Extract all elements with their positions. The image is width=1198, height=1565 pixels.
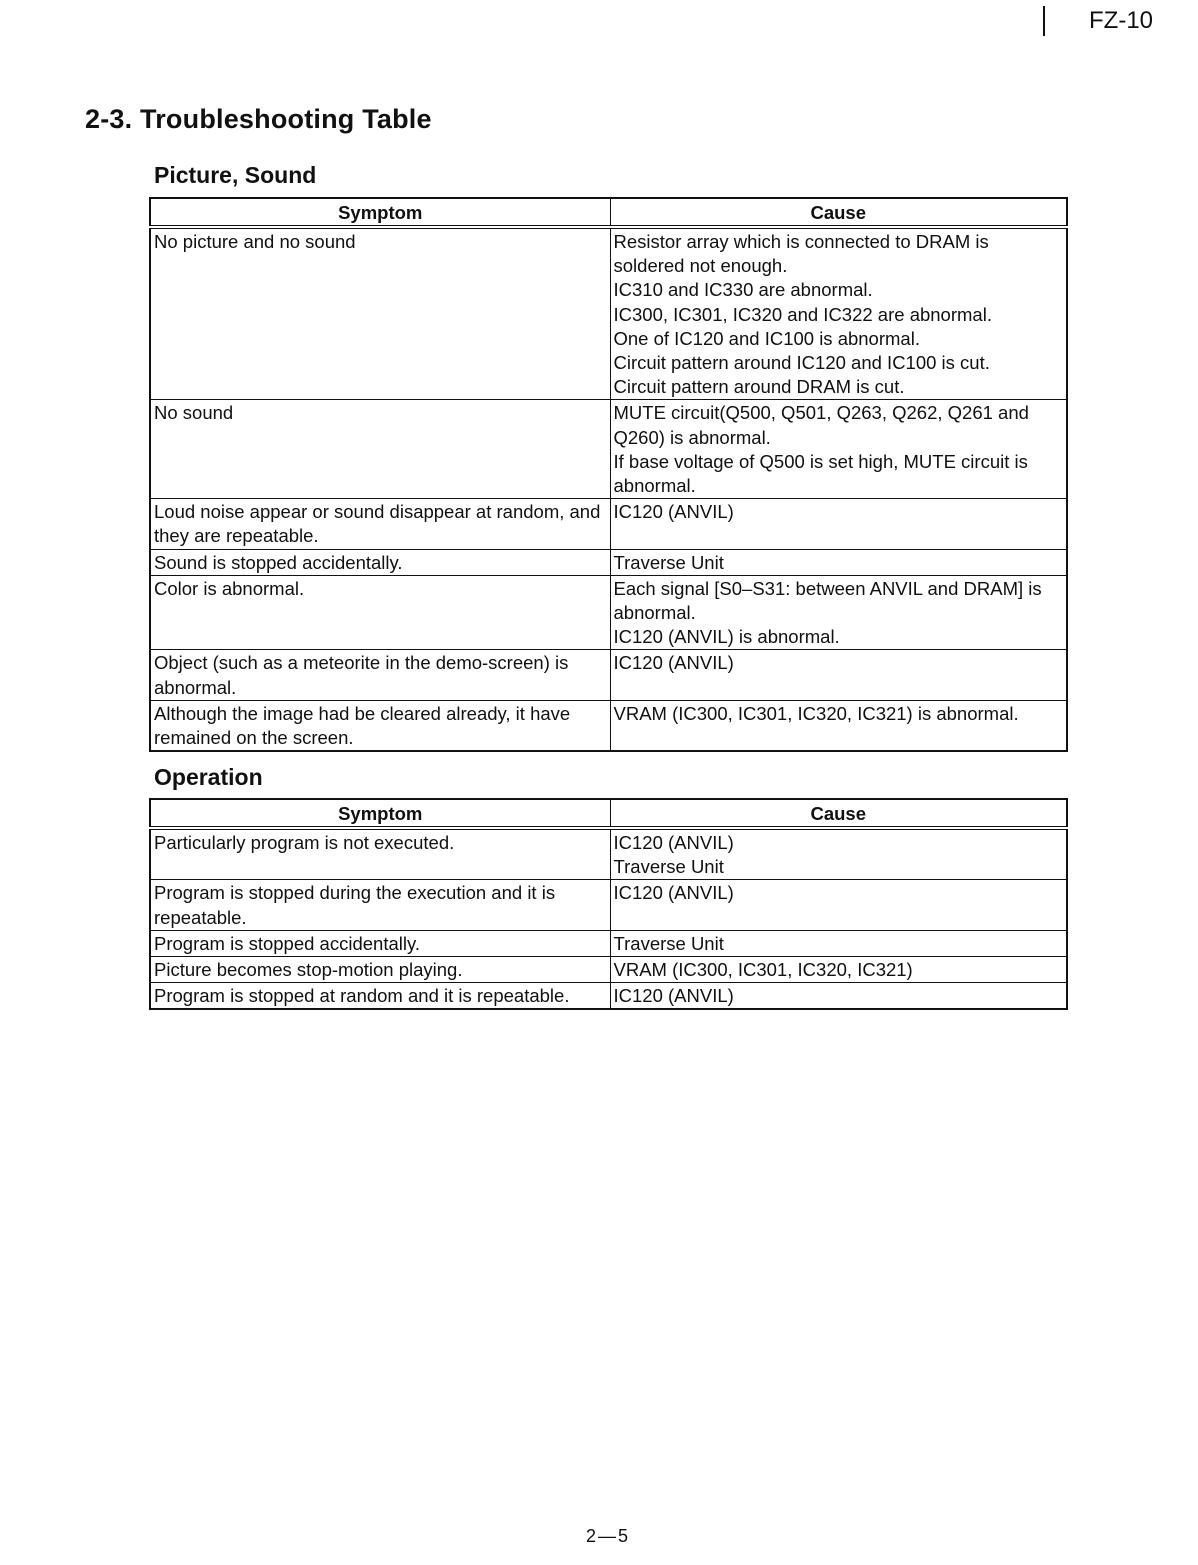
cause-header: Cause: [610, 198, 1067, 227]
cause-line: IC120 (ANVIL) is abnormal.: [613, 626, 840, 648]
cause-cell: [610, 227, 1067, 400]
symptom-cell: Although the image had be cleared already, it have remained on the screen.: [150, 700, 610, 751]
cause-line: Each signal [S0–S31: between ANVIL and DRAM] is abnormal.: [613, 577, 1042, 624]
cause-line: Resistor array which is connected to DRAM is soldered not enough.: [613, 231, 989, 277]
symptom-cell: No sound: [150, 400, 610, 499]
cause-cell: [610, 499, 1067, 549]
table-header-row: [150, 198, 1067, 227]
cause-cell: [610, 930, 1067, 956]
cause-cell: [610, 575, 1067, 650]
cause-cell: [610, 828, 1067, 880]
cause-line: IC300, IC301, IC320 and IC322 are abnormal.: [613, 303, 992, 325]
table-row: [150, 700, 1067, 751]
cause-line: Traverse Unit: [613, 932, 724, 954]
symptom-header: Symptom: [150, 198, 610, 227]
table-row: [150, 957, 1067, 983]
cause-line: IC310 and IC330 are abnormal.: [613, 279, 873, 301]
operation-title: Operation: [154, 764, 263, 790]
operation-rows: [150, 828, 1067, 1009]
table-row: [150, 499, 1067, 549]
cause-cell: [610, 880, 1067, 930]
table-row: [150, 400, 1067, 499]
picture-sound-rows: [150, 227, 1067, 751]
cause-line: IC120 (ANVIL): [613, 652, 734, 674]
section-title: 2-3. Troubleshooting Table: [85, 104, 432, 134]
model-label: FZ-10: [1089, 7, 1154, 34]
symptom-cell: Color is abnormal.: [150, 575, 610, 650]
cause-line: VRAM (IC300, IC301, IC320, IC321): [613, 959, 913, 981]
cause-line: IC120 (ANVIL): [613, 985, 734, 1007]
cause-line: If base voltage of Q500 is set high, MUTE circuit is abnormal.: [613, 450, 1028, 497]
table-row: [150, 575, 1067, 650]
page-header: [1043, 6, 1173, 36]
table-row: [150, 828, 1067, 880]
symptom-cell: Program is stopped at random and it is repeatable.: [150, 983, 610, 1010]
cause-line: IC120 (ANVIL): [613, 882, 734, 904]
symptom-cell: Program is stopped accidentally.: [150, 930, 610, 956]
table-header-row: [150, 799, 1067, 828]
cause-line: Circuit pattern around IC120 and IC100 is cut.: [613, 352, 990, 374]
table-row: [150, 983, 1067, 1010]
operation-table: [149, 798, 1068, 1010]
cause-line: IC120 (ANVIL): [613, 832, 734, 853]
table-row: [150, 227, 1067, 400]
symptom-cell: Sound is stopped accidentally.: [150, 549, 610, 575]
cause-cell: [610, 983, 1067, 1010]
cause-header: Cause: [610, 799, 1067, 828]
table-row: [150, 549, 1067, 575]
cause-cell: [610, 957, 1067, 983]
cause-cell: [610, 650, 1067, 700]
picture-sound-title: Picture, Sound: [154, 162, 317, 188]
symptom-cell: No picture and no sound: [150, 227, 610, 400]
cause-line: VRAM (IC300, IC301, IC320, IC321) is abnormal.: [613, 702, 1019, 724]
cause-cell: [610, 700, 1067, 751]
table-row: [150, 880, 1067, 930]
header-divider: [1043, 6, 1045, 36]
cause-line: IC120 (ANVIL): [613, 501, 734, 523]
cause-line: Traverse Unit: [613, 551, 724, 573]
symptom-header: Symptom: [150, 799, 610, 828]
symptom-cell: Object (such as a meteorite in the demo-screen) is abnormal.: [150, 650, 610, 700]
cause-line: Circuit pattern around DRAM is cut.: [613, 376, 905, 398]
symptom-cell: Loud noise appear or sound disappear at random, and they are repeatable.: [150, 499, 610, 549]
picture-sound-table: [149, 197, 1068, 752]
symptom-cell: Picture becomes stop-motion playing.: [150, 957, 610, 983]
symptom-cell: Particularly program is not executed.: [150, 828, 610, 880]
cause-cell: [610, 549, 1067, 575]
table-row: [150, 650, 1067, 700]
table-row: [150, 930, 1067, 956]
cause-line: MUTE circuit(Q500, Q501, Q263, Q262, Q261 and Q260) is abnormal.: [613, 402, 1029, 448]
cause-line: One of IC120 and IC100 is abnormal.: [613, 327, 920, 349]
symptom-cell: Program is stopped during the execution and it is repeatable.: [150, 880, 610, 930]
cause-cell: [610, 400, 1067, 499]
page-number: 2—5: [585, 1526, 631, 1546]
cause-line: Traverse Unit: [613, 856, 724, 878]
